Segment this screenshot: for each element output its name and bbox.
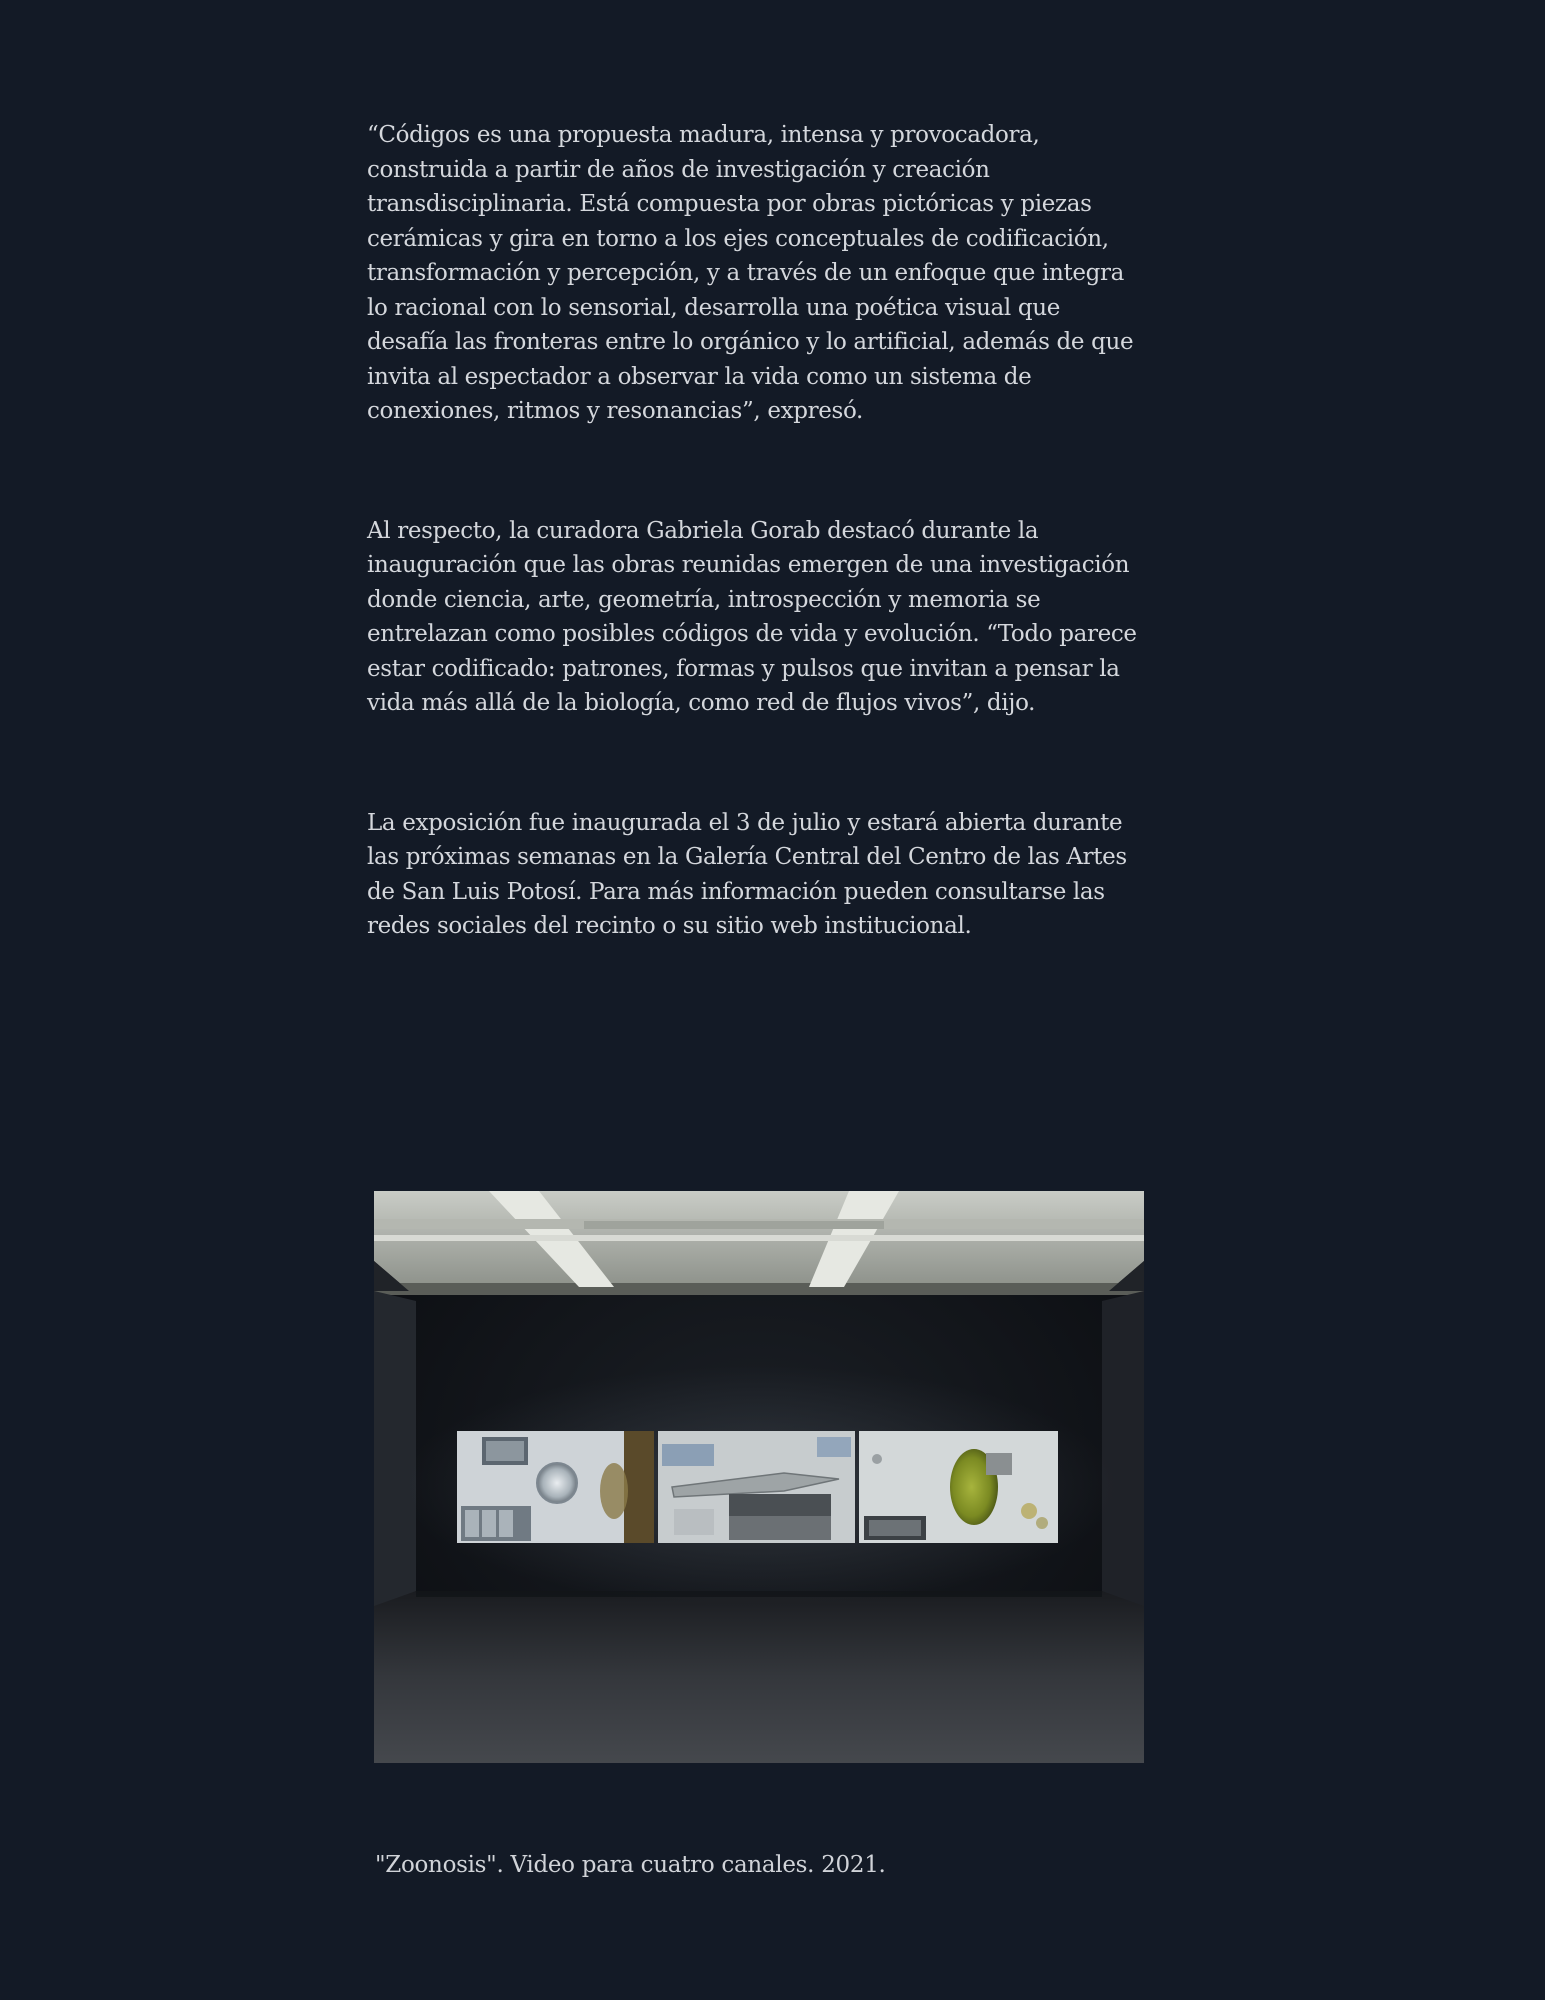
gallery-installation-photo: [374, 1191, 1144, 1763]
article-paragraph-quote: “Códigos es una propuesta madura, intensa y provocadora, construida a partir de años de investigación y creación transdisciplinaria. Está compuesta por obras pictóricas y piezas cerámicas y gira en torno a los ejes conceptuales de codificación, transformación y percepción, y a través de un enfoque que integra lo racional con lo sensorial, desarrolla una poética visual que desafía las fronteras entre lo orgánico y lo artificial, además de que invita al espectador a observar la vida como un sistema de conexiones, ritmos y resonancias”, expresó.: [367, 122, 1134, 424]
article-paragraph-curator: Al respecto, la curadora Gabriela Gorab destacó durante la inauguración que las obras reunidas emergen de una investigación donde ciencia, arte, geometría, introspección y memoria se entrelazan como posibles códigos de vida y evolución. “Todo parece estar codificado: patrones, formas y pulsos que invitan a pensar la vida más allá de la biología, como red de flujos vivos”, dijo.: [367, 517, 1137, 716]
video-channel-1: [457, 1431, 654, 1543]
figure-caption: "Zoonosis". Video para cuatro canales. 2021.: [375, 1852, 886, 1878]
video-channel-2: [658, 1431, 855, 1543]
article-body: [367, 118, 1147, 944]
article-paragraph-exhibition-info: La exposición fue inaugurada el 3 de julio y estará abierta durante las próximas semanas en la Galería Central del Centro de las Artes de San Luis Potosí. Para más información pueden consultarse las redes sociales del recinto o su sitio web institucional.: [367, 809, 1127, 939]
video-channel-3: [859, 1431, 1058, 1543]
gallery-room-illustration: [374, 1191, 1144, 1763]
